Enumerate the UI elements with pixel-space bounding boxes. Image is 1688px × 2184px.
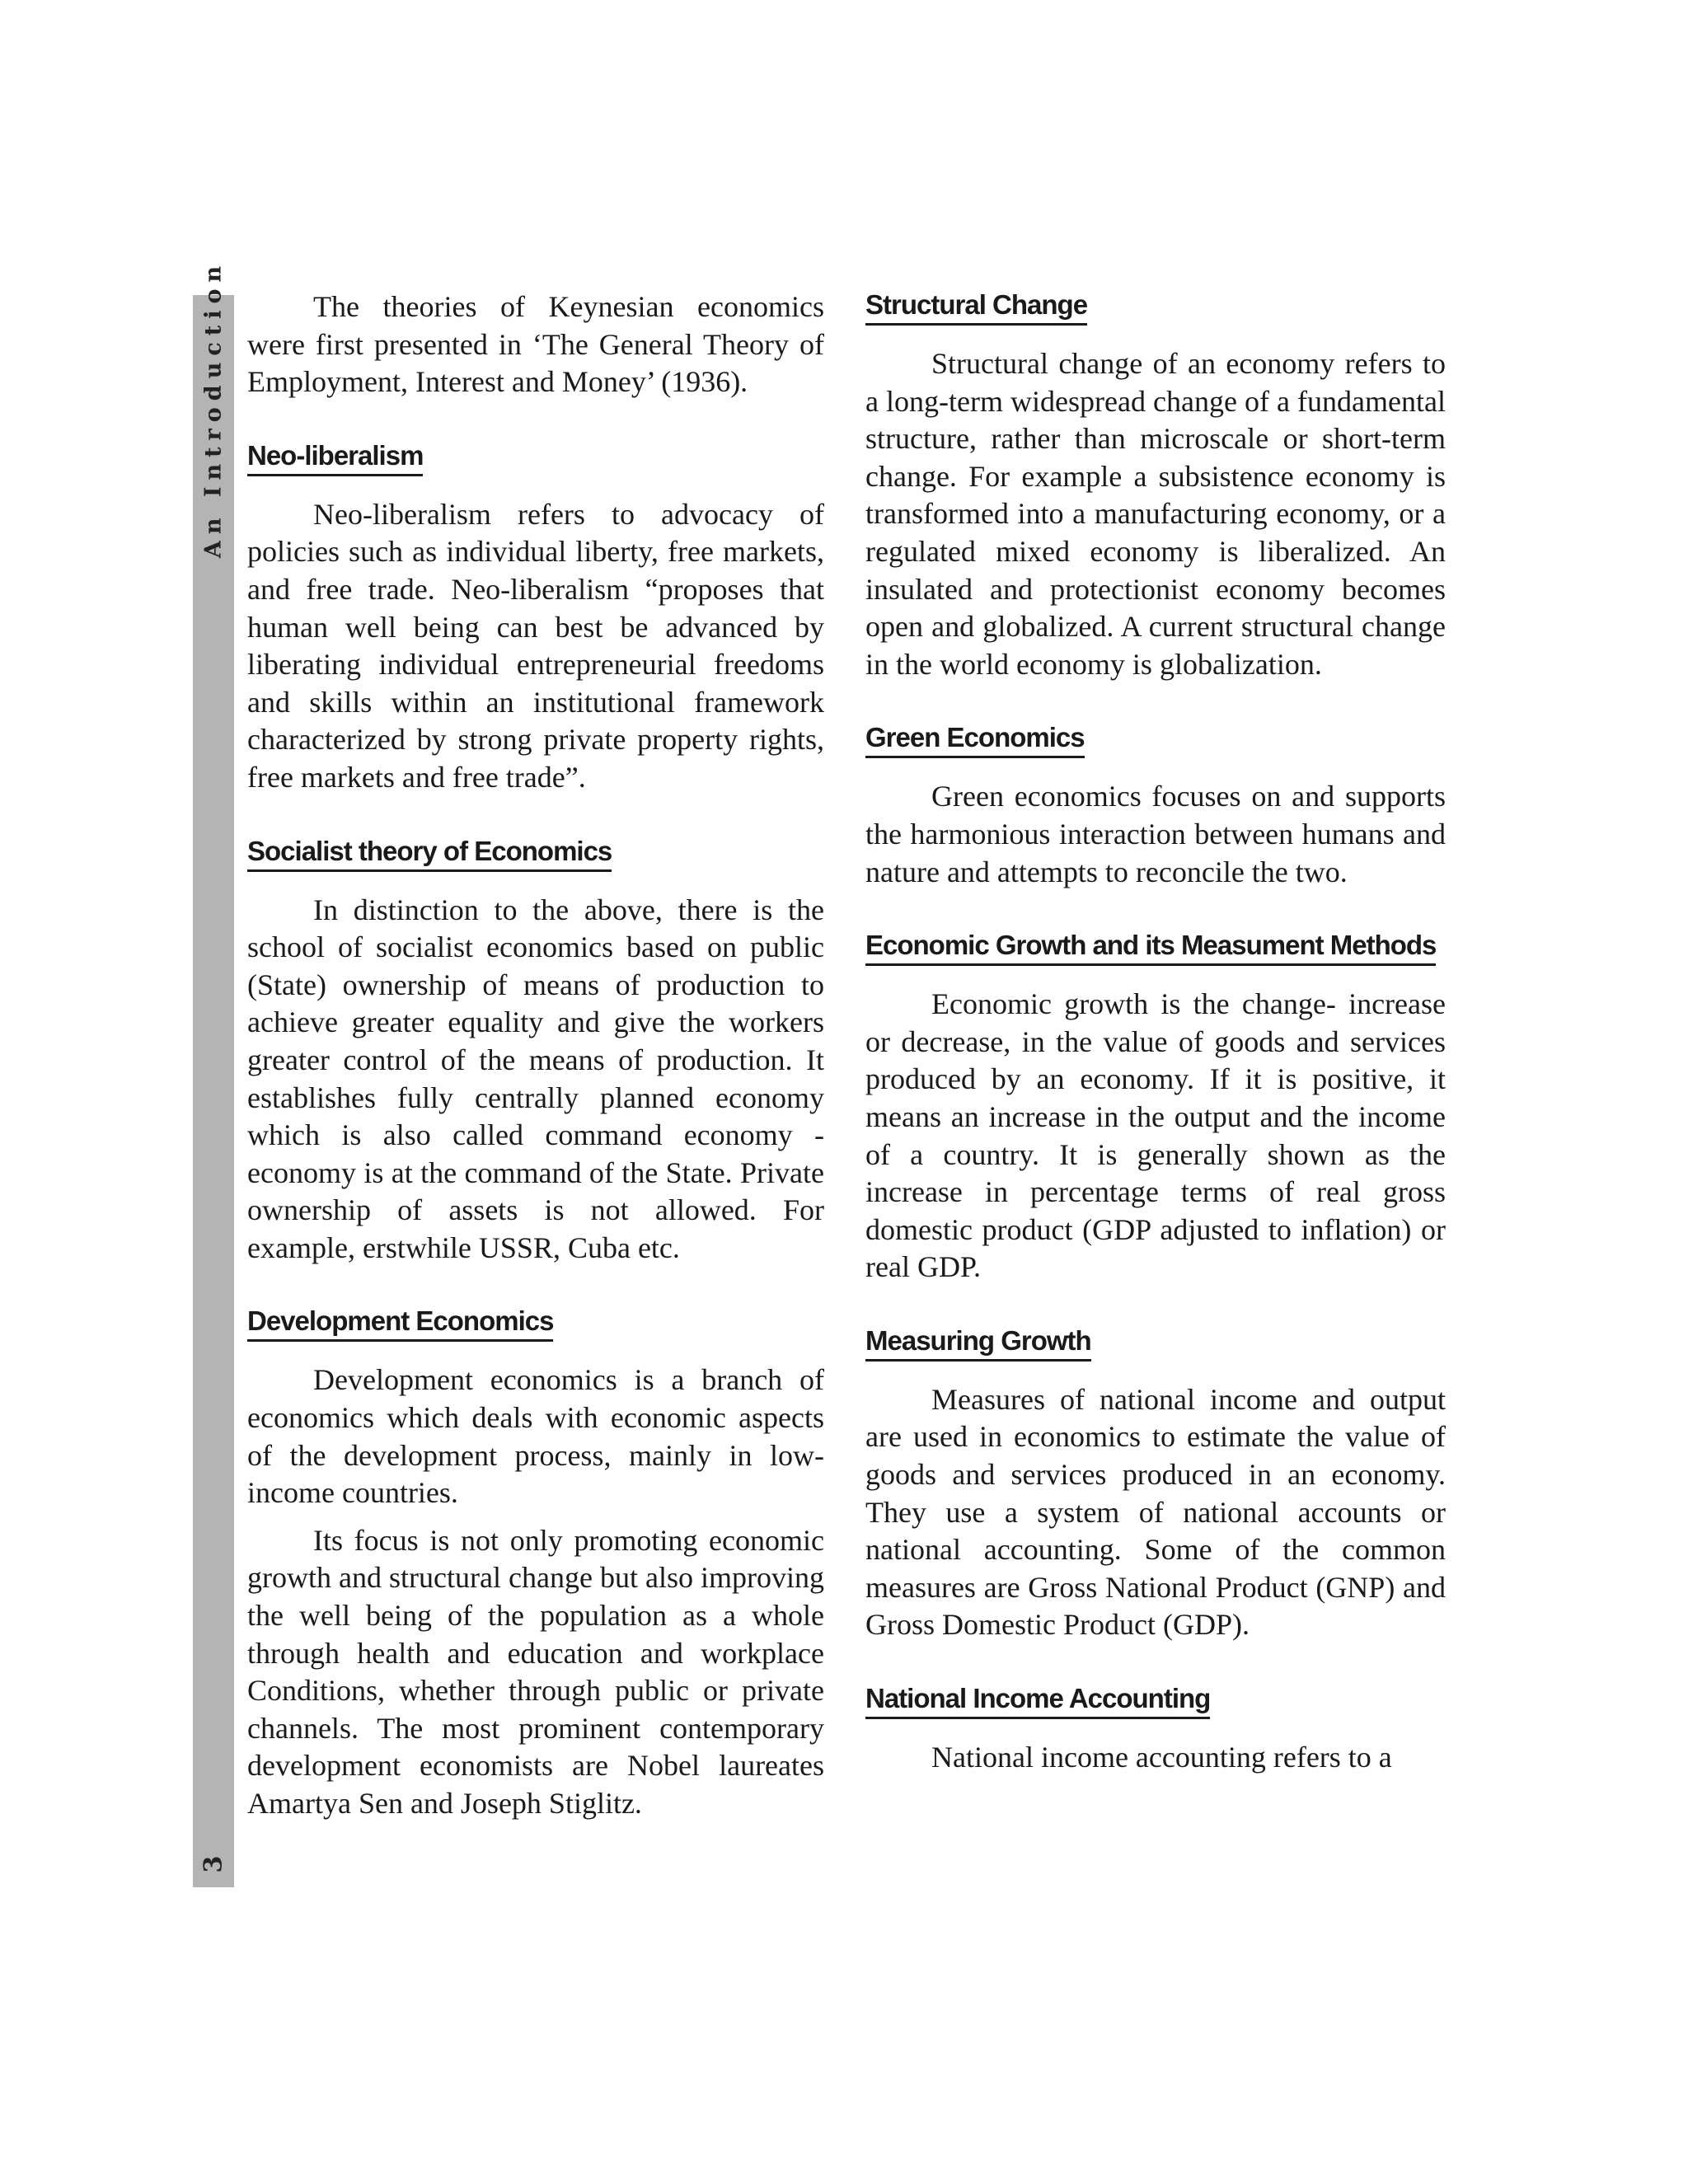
measuring-growth-paragraph: Measures of national income and output are used in economics to estimate the value of goods and services produced in an economy. They use a system of national accounts or national accounting. Some of the common measures are Gross National Product (GNP) and Gross Domestic Product (GDP). xyxy=(865,1382,1446,1642)
page-number-text: 3 xyxy=(199,1855,228,1873)
heading-economic-growth-text: Economic Growth and its Measument Methods xyxy=(865,929,1436,966)
heading-development-economics-text: Development Economics xyxy=(247,1305,553,1342)
heading-national-income-accounting xyxy=(865,1682,1446,1719)
heading-socialist-theory xyxy=(247,835,824,872)
keynesian-paragraph: The theories of Keynesian economics were first presented in ‘The General Theory of Employment, Interest and Money’ (1936). xyxy=(247,290,824,399)
heading-structural-change-text: Structural Change xyxy=(865,288,1087,326)
heading-measuring-growth xyxy=(865,1324,1446,1361)
socialist-paragraph: In distinction to the above, there is the school of socialist economics based on public (State) ownership of means of production to achieve greater equality and give the workers greater control of the means of production. It establishes fully centrally planned economy which is also called command economy - economy is at the command of the State. Private ownership of assets is not allowed. For example, erstwhile USSR, Cuba etc. xyxy=(247,893,824,1264)
left-column xyxy=(247,288,824,1833)
heading-neo-liberalism-text: Neo-liberalism xyxy=(247,439,423,476)
heading-measuring-growth-text: Measuring Growth xyxy=(865,1324,1091,1361)
economic-growth-paragraph: Economic growth is the change- increase or decrease, in the value of goods and services produced by an economy. If it is positive, it means an increase in the output and the income of a country. It is generally shown as the increase in percentage terms of real gross domestic product (GDP adjusted to inflation) or real GDP. xyxy=(865,987,1446,1284)
heading-green-economics-text: Green Economics xyxy=(865,721,1085,758)
heading-economic-growth xyxy=(865,929,1446,966)
development-paragraph: Development economics is a branch of economics which deals with economic aspects of the development process, mainly in low-income countries. xyxy=(247,1363,824,1510)
heading-neo-liberalism xyxy=(247,439,824,476)
structural-change-paragraph: Structural change of an economy refers to a long-term widespread change of a fundamental structure, rather than microscale or short-term change. For example a subsistence economy is transformed into a manufacturing economy, or a regulated mixed economy is liberalized. An insulated and protectionist economy becomes open and globalized. A current structural change in the world economy is globalization. xyxy=(865,347,1446,681)
development-focus-paragraph: Its focus is not only promoting economic growth and structural change but also improving the well being of the population as a whole through health and education and workplace Conditions, whether through public or private channels. The most prominent contemporary development economists are Nobel laureates Amartya Sen and Joseph Stiglitz. xyxy=(247,1523,824,1820)
right-column xyxy=(865,288,1446,1787)
neo-liberalism-paragraph: Neo-liberalism refers to advocacy of policies such as individual liberty, free markets, and free trade. Neo-liberalism “proposes that human well being can best be advanced by liberating individual entrepreneurial freedoms and skills within an institutional framework characterized by strong private property rights, free markets and free trade”. xyxy=(247,497,824,794)
national-income-paragraph: National income accounting refers to a xyxy=(931,1741,1392,1774)
running-title-text: An Introduction xyxy=(200,259,227,559)
heading-structural-change xyxy=(865,288,1446,326)
heading-development-economics xyxy=(247,1305,824,1342)
heading-green-economics xyxy=(865,721,1446,758)
green-economics-paragraph: Green economics focuses on and supports the harmonious interaction between humans and nature and attempts to reconcile the two. xyxy=(865,780,1446,888)
heading-national-income-accounting-text: National Income Accounting xyxy=(865,1682,1210,1719)
heading-socialist-theory-text: Socialist theory of Economics xyxy=(247,835,612,872)
